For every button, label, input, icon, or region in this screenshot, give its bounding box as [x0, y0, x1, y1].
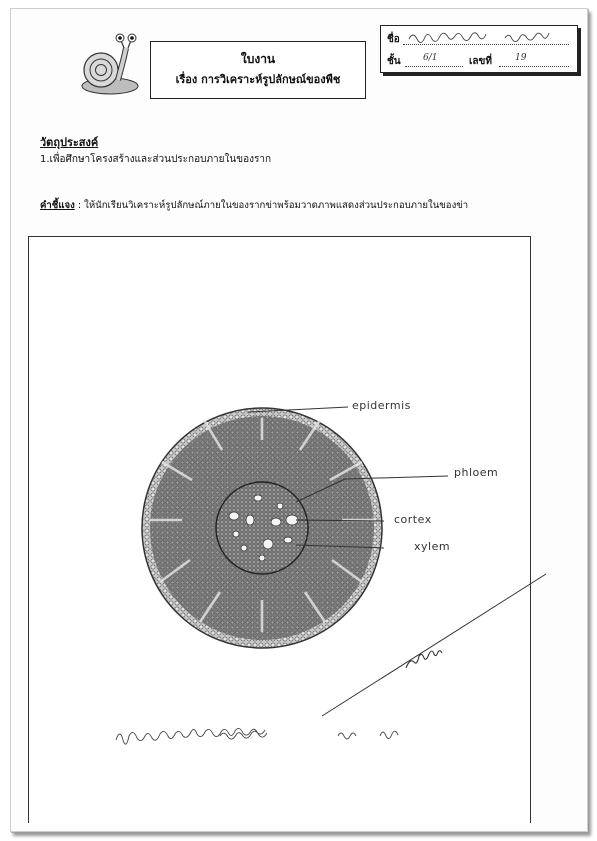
number-label: เลขที่ — [469, 56, 492, 67]
name-label: ชื่อ — [387, 34, 400, 45]
label-epidermis: epidermis — [352, 399, 411, 412]
label-cortex: cortex — [394, 513, 432, 526]
class-label: ชั้น — [387, 56, 401, 67]
handwritten-caption — [116, 728, 398, 744]
objective-text: 1.เพื่อศึกษาโครงสร้างและส่วนประกอบภายในของราก — [40, 154, 272, 165]
worksheet-title: ใบงาน — [240, 52, 276, 66]
instruction-label: คำชี้แจง — [40, 200, 75, 211]
instruction-text: : ให้นักเรียนวิเคราะห์รูปลักษณ์ภายในของรากข่าพร้อมวาดภาพแสดงส่วนประกอบภายในของข่า — [74, 200, 469, 211]
cross-section — [142, 408, 382, 648]
label-xylem: xylem — [414, 540, 451, 553]
worksheet-topic: เรื่อง การวิเคราะห์รูปลักษณ์ของพืช — [175, 73, 341, 86]
objective-heading: วัตถุประสงค์ — [40, 136, 99, 149]
class-value: 6/1 — [423, 53, 438, 63]
number-value: 19 — [515, 53, 527, 63]
label-phloem: phloem — [454, 466, 499, 479]
